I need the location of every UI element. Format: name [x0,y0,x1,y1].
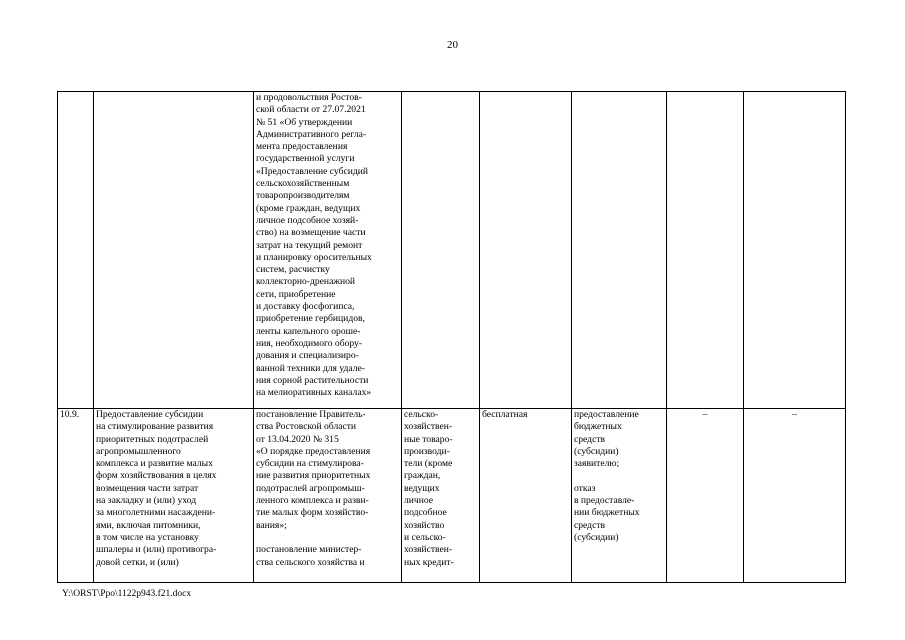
table-cell-legal-basis: постановление Правитель- ства Ростовской области от 13.04.2020 № 315 «О порядке предоставления субсидии на стимулирова- ние развития приоритетных подотраслей агропромыш- ленного комплекса и разви- тие малых форм хозяйство- вания»; постановление министер- ства сельского хозяйства и [254,409,402,583]
table-cell-number [58,92,94,409]
page-number: 20 [447,39,458,51]
table-cell-legal-basis: и продовольствия Ростов- ской области от 27.07.2021 № 51 «Об утверждении Административного регла- мента предоставления государственной услуги «Предоставление субсидий сельскохозяйственным товаропроизводителям (кроме граждан, ведущих личное подсобное хозяй- ство) на возмещение части затрат на текущий ремонт и планировку оросительных систем, расчистку коллекторно-дренажной сети, приобретение и доставку фосфогипса, приобретение гербицидов, ленты капельного ороше- ния, необходимого обору- дования и специализиро- ванной техники для удале- ния сорной растительности на мелиоративных каналах» [254,92,402,409]
table-cell-number: 10.9. [58,409,94,583]
file-path-footer: Y:\ORST\Ppo\1122p943.f21.docx [62,589,192,599]
table-cell-fee [480,92,572,409]
table-cell-fee: бесплатная [480,409,572,583]
table-cell-extra-2: – [744,409,846,583]
table-cell-result: предоставление бюджетных средств (субсидии) заявителю; отказ в предоставле- нии бюджетных средств (субсидии) [572,409,667,583]
table-cell-applicants [402,92,480,409]
table-cell-extra-1: – [667,409,744,583]
services-table [57,91,846,583]
table-cell-result [572,92,667,409]
table-row [58,92,846,409]
table-row [58,409,846,583]
table-cell-extra-1 [667,92,744,409]
table-cell-applicants: сельско- хозяйствен- ные товаро- производи- тели (кроме граждан, ведущих личное подсобное хозяйство и сельско- хозяйствен- ных кредит- [402,409,480,583]
table-cell-extra-2 [744,92,846,409]
table-cell-service-name: Предоставление субсидии на стимулирование развития приоритетных подотраслей агропромышленного комплекса и развитие малых форм хозяйствования в целях возмещения части затрат на закладку и (или) уход за многолетними насаждени- ями, включая питомники, в том числе на установку шпалеры и (или) противогра- довой сетки, и (или) [94,409,254,583]
table-cell-service-name [94,92,254,409]
